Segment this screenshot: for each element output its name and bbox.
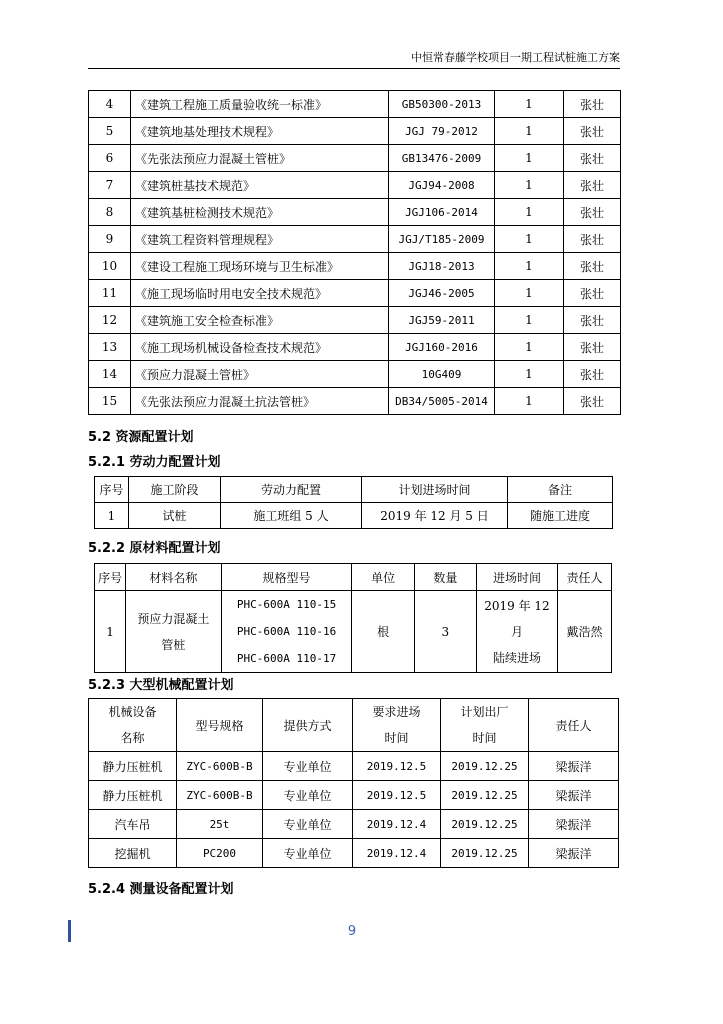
standard-no: 12 (89, 307, 131, 334)
standard-person: 张壮 (564, 334, 621, 361)
machinery-in-time: 2019.12.5 (353, 781, 441, 810)
labor-cell-note: 随施工进度 (508, 503, 613, 529)
table-row (89, 388, 621, 415)
machinery-header-out (441, 699, 529, 752)
machinery-supply: 专业单位 (263, 810, 353, 839)
standard-name: 《预应力混凝土管桩》 (131, 361, 389, 388)
machinery-equip: 静力压桩机 (89, 752, 177, 781)
machinery-table (88, 698, 619, 868)
standard-no: 13 (89, 334, 131, 361)
table-row (89, 334, 621, 361)
standards-table (88, 90, 621, 415)
table-row (89, 810, 619, 839)
section-heading-machinery-plan: 5.2.3 大型机械配置计划 (88, 678, 234, 693)
standard-qty: 1 (495, 307, 564, 334)
labor-cell-labor: 施工班组 5 人 (221, 503, 362, 529)
table-row (89, 839, 619, 868)
standard-qty: 1 (495, 118, 564, 145)
materials-name-line: 预应力混凝土 (137, 611, 210, 626)
standard-person: 张壮 (564, 253, 621, 280)
standard-person: 张壮 (564, 172, 621, 199)
standard-name: 《先张法预应力混凝土管桩》 (131, 145, 389, 172)
machinery-equip: 汽车吊 (89, 810, 177, 839)
standard-code: JGJ/T185-2009 (389, 226, 495, 253)
machinery-supply: 专业单位 (263, 752, 353, 781)
standard-qty: 1 (495, 361, 564, 388)
materials-spec-line: PHC-600A 110-15 (236, 598, 337, 611)
materials-table (94, 563, 612, 673)
header-line: 要求进场 (372, 705, 421, 719)
materials-spec-line: PHC-600A 110-17 (236, 652, 337, 665)
standard-person: 张壮 (564, 280, 621, 307)
materials-name-line: 管桩 (161, 637, 186, 652)
materials-cell-spec (221, 591, 352, 673)
standard-code: GB50300-2013 (389, 91, 495, 118)
machinery-model: 25t (177, 810, 263, 839)
table-row (89, 307, 621, 334)
machinery-header-in (353, 699, 441, 752)
table-row (89, 226, 621, 253)
page-header (88, 50, 620, 69)
materials-header-unit: 单位 (352, 564, 414, 591)
machinery-header-model: 型号规格 (177, 699, 263, 752)
machinery-supply: 专业单位 (263, 781, 353, 810)
machinery-out-time: 2019.12.25 (441, 781, 529, 810)
materials-cell-unit: 根 (352, 591, 414, 673)
standard-name: 《建筑桩基技术规范》 (131, 172, 389, 199)
standard-qty: 1 (495, 172, 564, 199)
machinery-person: 梁振洋 (529, 781, 619, 810)
machinery-person: 梁振洋 (529, 810, 619, 839)
machinery-person: 梁振洋 (529, 752, 619, 781)
materials-cell-no: 1 (95, 591, 126, 673)
standard-code: GB13476-2009 (389, 145, 495, 172)
standard-name: 《建筑地基处理技术规程》 (131, 118, 389, 145)
section-heading-resource-plan: 5.2 资源配置计划 (88, 430, 194, 445)
table-row (89, 752, 619, 781)
machinery-out-time: 2019.12.25 (441, 839, 529, 868)
labor-cell-stage: 试桩 (129, 503, 221, 529)
standard-no: 10 (89, 253, 131, 280)
standard-person: 张壮 (564, 361, 621, 388)
standard-person: 张壮 (564, 91, 621, 118)
table-row (89, 781, 619, 810)
document-title: 中恒常春藤学校项目一期工程试桩施工方案 (411, 51, 620, 64)
labor-header-labor: 劳动力配置 (221, 477, 362, 503)
standard-qty: 1 (495, 91, 564, 118)
machinery-header-person: 责任人 (529, 699, 619, 752)
materials-header-spec: 规格型号 (221, 564, 352, 591)
standard-person: 张壮 (564, 226, 621, 253)
materials-time-line: 陆续进场 (492, 650, 541, 665)
labor-table (94, 476, 613, 529)
section-heading-survey-equipment-plan: 5.2.4 测量设备配置计划 (88, 882, 234, 897)
labor-header-note: 备注 (508, 477, 613, 503)
table-row (89, 91, 621, 118)
table-row (89, 199, 621, 226)
standard-no: 14 (89, 361, 131, 388)
machinery-out-time: 2019.12.25 (441, 810, 529, 839)
table-row (89, 280, 621, 307)
standard-qty: 1 (495, 388, 564, 415)
standard-qty: 1 (495, 199, 564, 226)
labor-header-no: 序号 (95, 477, 129, 503)
standard-name: 《建筑工程资料管理规程》 (131, 226, 389, 253)
standard-no: 11 (89, 280, 131, 307)
standard-no: 5 (89, 118, 131, 145)
header-line: 时间 (384, 731, 409, 745)
standard-code: JGJ18-2013 (389, 253, 495, 280)
standard-name: 《建筑基桩检测技术规范》 (131, 199, 389, 226)
standard-no: 8 (89, 199, 131, 226)
materials-cell-time (477, 591, 558, 673)
table-row (89, 172, 621, 199)
standard-code: DB34/5005-2014 (389, 388, 495, 415)
standard-no: 9 (89, 226, 131, 253)
standard-code: JGJ 79-2012 (389, 118, 495, 145)
machinery-in-time: 2019.12.4 (353, 839, 441, 868)
table-row (89, 145, 621, 172)
machinery-header-row (89, 699, 619, 752)
standard-no: 15 (89, 388, 131, 415)
standard-qty: 1 (495, 334, 564, 361)
standard-code: JGJ46-2005 (389, 280, 495, 307)
machinery-out-time: 2019.12.25 (441, 752, 529, 781)
labor-cell-no: 1 (95, 503, 129, 529)
machinery-in-time: 2019.12.5 (353, 752, 441, 781)
header-line: 机械设备 (108, 705, 157, 719)
labor-header-time: 计划进场时间 (362, 477, 508, 503)
materials-header-time: 进场时间 (477, 564, 558, 591)
header-line: 时间 (472, 731, 497, 745)
standard-name: 《施工现场机械设备检查技术规范》 (131, 334, 389, 361)
standard-qty: 1 (495, 280, 564, 307)
table-row (95, 591, 612, 673)
page-number: 9 (347, 924, 357, 939)
standard-person: 张壮 (564, 145, 621, 172)
section-heading-labor-plan: 5.2.1 劳动力配置计划 (88, 455, 221, 470)
materials-header-name: 材料名称 (126, 564, 222, 591)
standard-no: 7 (89, 172, 131, 199)
table-row (89, 253, 621, 280)
standard-code: JGJ59-2011 (389, 307, 495, 334)
standard-name: 《先张法预应力混凝土抗法管桩》 (131, 388, 389, 415)
machinery-model: PC200 (177, 839, 263, 868)
machinery-model: ZYC-600B-B (177, 781, 263, 810)
machinery-person: 梁振洋 (529, 839, 619, 868)
header-line: 名称 (120, 731, 145, 745)
materials-spec-line: PHC-600A 110-16 (236, 625, 337, 638)
materials-header-row (95, 564, 612, 591)
table-row (89, 361, 621, 388)
labor-header-row (95, 477, 613, 503)
standard-qty: 1 (495, 253, 564, 280)
materials-header-person: 责任人 (557, 564, 611, 591)
machinery-in-time: 2019.12.4 (353, 810, 441, 839)
machinery-equip: 挖掘机 (89, 839, 177, 868)
standard-person: 张壮 (564, 199, 621, 226)
standard-person: 张壮 (564, 388, 621, 415)
standard-name: 《建设工程施工现场环境与卫生标准》 (131, 253, 389, 280)
materials-header-qty: 数量 (414, 564, 476, 591)
machinery-model: ZYC-600B-B (177, 752, 263, 781)
section-heading-material-plan: 5.2.2 原材料配置计划 (88, 541, 221, 556)
standard-name: 《建筑工程施工质量验收统一标准》 (131, 91, 389, 118)
labor-cell-time: 2019 年 12 月 5 日 (362, 503, 508, 529)
materials-cell-person: 戴浩然 (557, 591, 611, 673)
machinery-equip: 静力压桩机 (89, 781, 177, 810)
standard-no: 6 (89, 145, 131, 172)
standard-code: JGJ94-2008 (389, 172, 495, 199)
standard-name: 《建筑施工安全检查标准》 (131, 307, 389, 334)
standard-qty: 1 (495, 226, 564, 253)
standard-person: 张壮 (564, 118, 621, 145)
labor-header-stage: 施工阶段 (129, 477, 221, 503)
materials-header-no: 序号 (95, 564, 126, 591)
materials-cell-qty: 3 (414, 591, 476, 673)
materials-cell-name (126, 591, 222, 673)
standard-qty: 1 (495, 145, 564, 172)
table-row (89, 118, 621, 145)
machinery-supply: 专业单位 (263, 839, 353, 868)
footer-accent-bar (68, 920, 71, 942)
standard-code: JGJ106-2014 (389, 199, 495, 226)
standard-no: 4 (89, 91, 131, 118)
machinery-header-supply: 提供方式 (263, 699, 353, 752)
machinery-header-equip (89, 699, 177, 752)
standard-person: 张壮 (564, 307, 621, 334)
standard-code: 10G409 (389, 361, 495, 388)
header-line: 计划出厂 (460, 705, 509, 719)
materials-time-line: 2019 年 12 月 (484, 598, 550, 639)
standard-code: JGJ160-2016 (389, 334, 495, 361)
standard-name: 《施工现场临时用电安全技术规范》 (131, 280, 389, 307)
table-row (95, 503, 613, 529)
